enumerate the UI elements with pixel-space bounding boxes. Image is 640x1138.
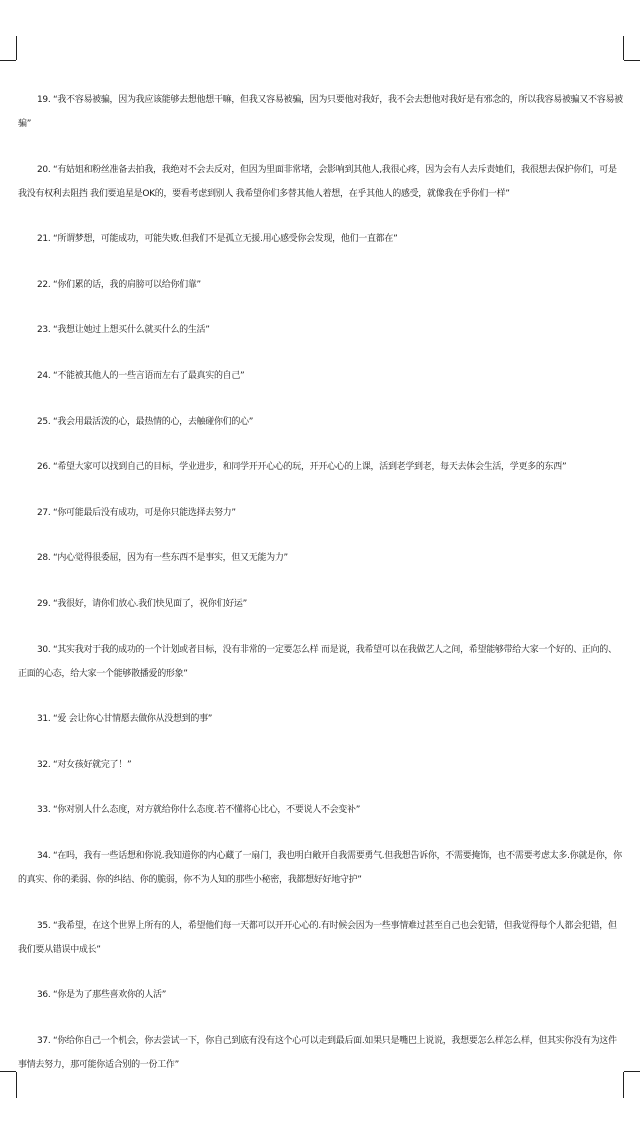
quote-text: “你给你自己一个机会，你去尝试一下，你自己到底有没有这个心可以走到最后面.如果只是嘴巴上说说，我想要怎么样怎么样，但其实你没有为这件事情去努力，那可能你适合别的一份工作” <box>18 1035 617 1070</box>
quote-text: “有姑姐和粉丝准备去拍我，我绝对不会去反对，但因为里面非常堵，会影响到其他人,我很心疼，因为会有人去斥责她们，我很想去保护你们，可是我没有权利去阻挡 我们要追星是OK的，要看考虑到别人 我希望你们多替其他人着想，在乎其他人的感受，就像我在乎你们一样” <box>18 164 617 199</box>
quote-item-20 <box>18 158 624 206</box>
quote-text: “我希望，在这个世界上所有的人，希望他们每一天都可以开开心心的.有时候会因为一些事情难过甚至自己也会犯错，但我觉得每个人都会犯错，但我们要从错误中成长” <box>18 920 617 955</box>
quote-item-26 <box>18 455 624 479</box>
quote-item-24 <box>18 364 624 388</box>
quote-item-21 <box>18 227 624 251</box>
quote-text: “对女孩好就完了！” <box>52 759 132 770</box>
quote-text: “我会用最活泼的心，最热情的心，去触碰你们的心” <box>52 416 254 427</box>
quote-text: “你们累的话，我的肩膀可以给你们靠” <box>52 279 201 290</box>
quote-text: “希望大家可以找到自己的目标，学业进步，和同学开开心心的玩，开开心心的上课，活到老学到老，每天去体会生活，学更多的东西” <box>52 462 567 473</box>
quote-number: 32. <box>37 759 51 770</box>
quote-item-28 <box>18 546 624 570</box>
quote-number: 37. <box>37 1035 51 1046</box>
quote-text: “我很好，请你们放心.我们快见面了，祝你们好运” <box>52 598 247 609</box>
quote-number: 34. <box>37 850 51 861</box>
quote-number: 25. <box>37 416 51 427</box>
quote-text: “你是为了那些喜欢你的人活” <box>52 990 167 1001</box>
quote-number: 22. <box>37 279 51 290</box>
quote-number: 36. <box>37 990 51 1001</box>
quote-item-25 <box>18 410 624 434</box>
quote-number: 24. <box>37 370 51 381</box>
quote-number: 29. <box>37 598 51 609</box>
quote-text: “爱 会让你心甘情愿去做你从没想到的事” <box>52 714 213 725</box>
quote-text: “其实我对于我的成功的一个计划或者目标，没有非常的一定要怎么样 而是说，我希望可以在我做艺人之间，希望能够带给大家一个好的、正向的、正面的心态，给大家一个能够散播爱的形象” <box>18 644 617 679</box>
quote-number: 27. <box>37 507 51 518</box>
quote-number: 21. <box>37 234 51 245</box>
quote-text: “我不容易被骗，因为我应该能够去想他想干嘛，但我又容易被骗，因为只要他对我好，我不会去想他对我好是有邪念的，所以我容易被骗又不容易被骗” <box>18 95 623 129</box>
quote-text: “你对别人什么态度，对方就给你什么态度.若不懂将心比心，不要说人不会变补” <box>52 805 361 816</box>
quote-item-36 <box>18 983 624 1007</box>
quote-number: 30. <box>37 644 51 655</box>
quote-item-23 <box>18 318 624 342</box>
quote-text: “你可能最后没有成功，可是你只能选择去努力” <box>52 507 236 518</box>
quote-item-31 <box>18 707 624 731</box>
quote-text: “所谓梦想，可能成功，可能失败.但我们不是孤立无援.用心感受你会发现，他们一直都在” <box>52 234 398 245</box>
quote-item-19 <box>18 88 624 136</box>
quote-item-33 <box>18 798 624 822</box>
quote-item-22 <box>18 273 624 297</box>
quote-number: 26. <box>37 462 51 473</box>
quote-item-37 <box>18 1029 624 1077</box>
quote-number: 33. <box>37 805 51 816</box>
quote-text: “在吗，我有一些话想和你说.我知道你的内心藏了一扇门，我也明白敞开自我需要勇气.但我想告诉你，不需要掩饰，也不需要考虑太多.你就是你，你的真实、你的柔弱、你的纠结、你的脆弱，你不为人知的那些小秘密，我都想好好地守护” <box>18 850 622 885</box>
quote-item-27 <box>18 501 624 525</box>
quote-item-30 <box>18 638 624 686</box>
quote-text: “我想让她过上想买什么就买什么的生活” <box>52 325 210 336</box>
quote-text: “内心觉得很委屈，因为有一些东西不是事实，但又无能为力” <box>52 553 288 564</box>
quote-number: 28. <box>37 553 51 564</box>
quote-text: “不能被其他人的一些言语而左右了最真实的自己” <box>52 370 245 381</box>
quote-item-35 <box>18 914 624 962</box>
quote-number: 19. <box>37 95 51 105</box>
quote-number: 23. <box>37 325 51 336</box>
quote-item-32 <box>18 753 624 777</box>
quote-item-29 <box>18 592 624 616</box>
quote-number: 20. <box>37 164 51 175</box>
quote-item-34 <box>18 844 624 892</box>
quote-list <box>18 88 624 1077</box>
quote-number: 31. <box>37 714 51 725</box>
quote-number: 35. <box>37 920 51 931</box>
